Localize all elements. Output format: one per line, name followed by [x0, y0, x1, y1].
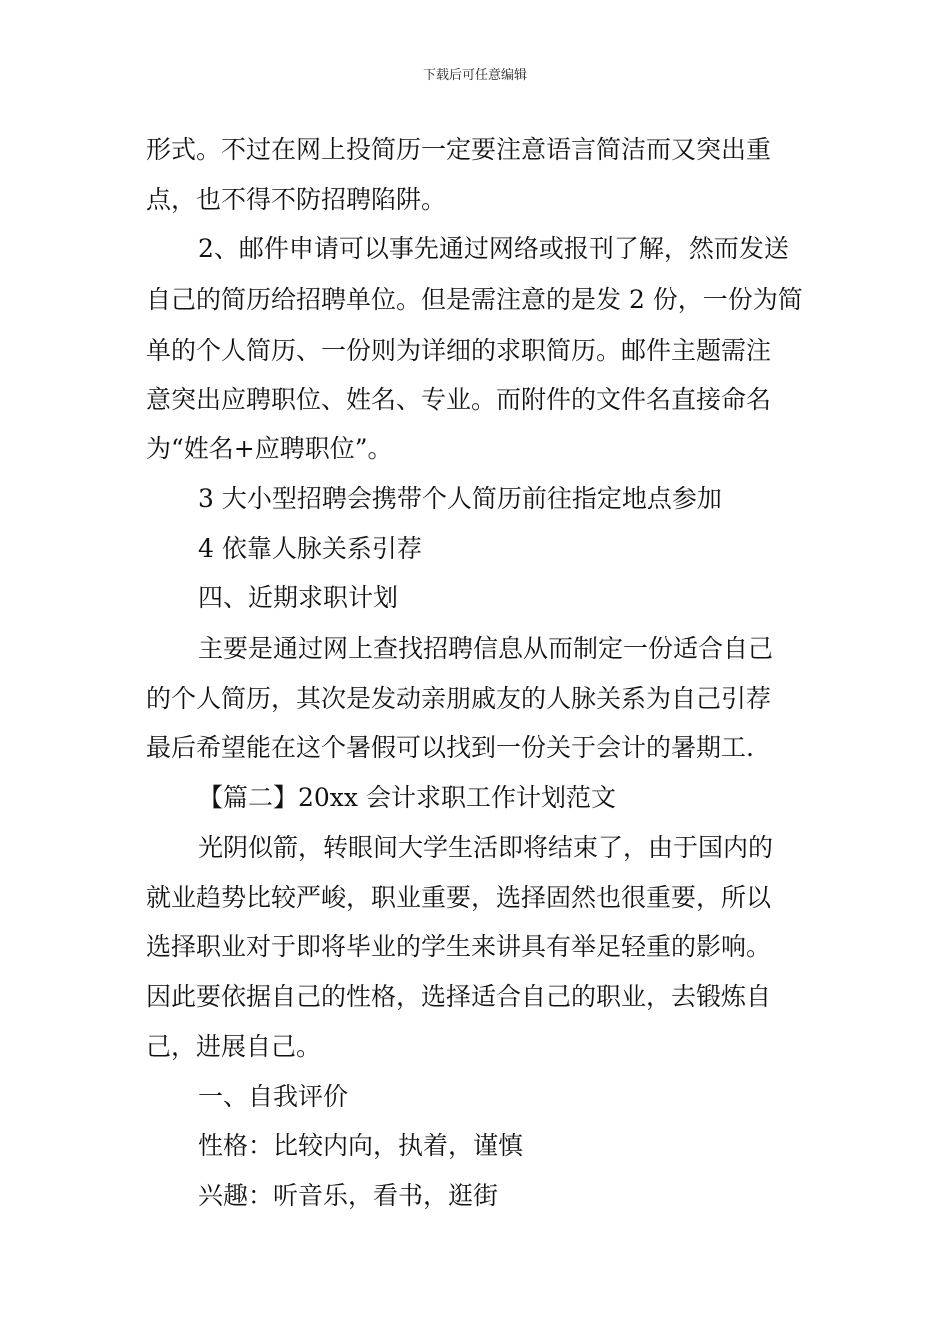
text-line: 就业趋势比较严峻，职业重要，选择固然也很重要，所以 — [146, 883, 772, 912]
section-heading: 四、近期求职计划 — [198, 583, 399, 612]
section-heading: 一、自我评价 — [198, 1082, 349, 1111]
text-line: 性格：比较内向，执着，谨慎 — [198, 1131, 524, 1160]
text-line: 己，进展自己。 — [146, 1032, 322, 1061]
text-line: 自己的简历给招聘单位。但是需注意的是发 2 份，一份为简 — [146, 285, 803, 314]
text-line: 形式。不过在网上投简历一定要注意语言简洁而又突出重 — [146, 135, 772, 164]
text-line: 意突出应聘职位、姓名、专业。而附件的文件名直接命名 — [146, 385, 772, 414]
text-line: 的个人简历，其次是发动亲朋戚友的人脉关系为自己引荐 — [146, 684, 772, 713]
text-line: 因此要依据自己的性格，选择适合自己的职业，去锻炼自 — [146, 982, 772, 1011]
text-line: 兴趣：听音乐，看书，逛街 — [198, 1181, 499, 1210]
text-line: 3 大小型招聘会携带个人简历前往指定地点参加 — [198, 484, 722, 513]
page-header: 下载后可任意编辑 — [422, 68, 527, 83]
article-title: 【篇二】20xx 会计求职工作计划范文 — [198, 783, 616, 812]
text-line: 主要是通过网上查找招聘信息从而制定一份适合自己 — [198, 634, 774, 663]
text-line: 2、邮件申请可以事先通过网络或报刊了解，然而发送 — [198, 234, 789, 263]
text-line: 为“姓名+应聘职位”。 — [146, 434, 393, 463]
text-line: 4 依靠人脉关系引荐 — [198, 534, 422, 563]
text-line: 光阴似箭，转眼间大学生活即将结束了，由于国内的 — [198, 833, 774, 862]
text-line: 选择职业对于即将毕业的学生来讲具有举足轻重的影响。 — [146, 932, 772, 961]
text-line: 点，也不得不防招聘陷阱。 — [146, 185, 447, 214]
text-line: 最后希望能在这个暑假可以找到一份关于会计的暑期工. — [146, 733, 754, 762]
text-line: 单的个人简历、一份则为详细的求职简历。邮件主题需注 — [146, 336, 772, 365]
